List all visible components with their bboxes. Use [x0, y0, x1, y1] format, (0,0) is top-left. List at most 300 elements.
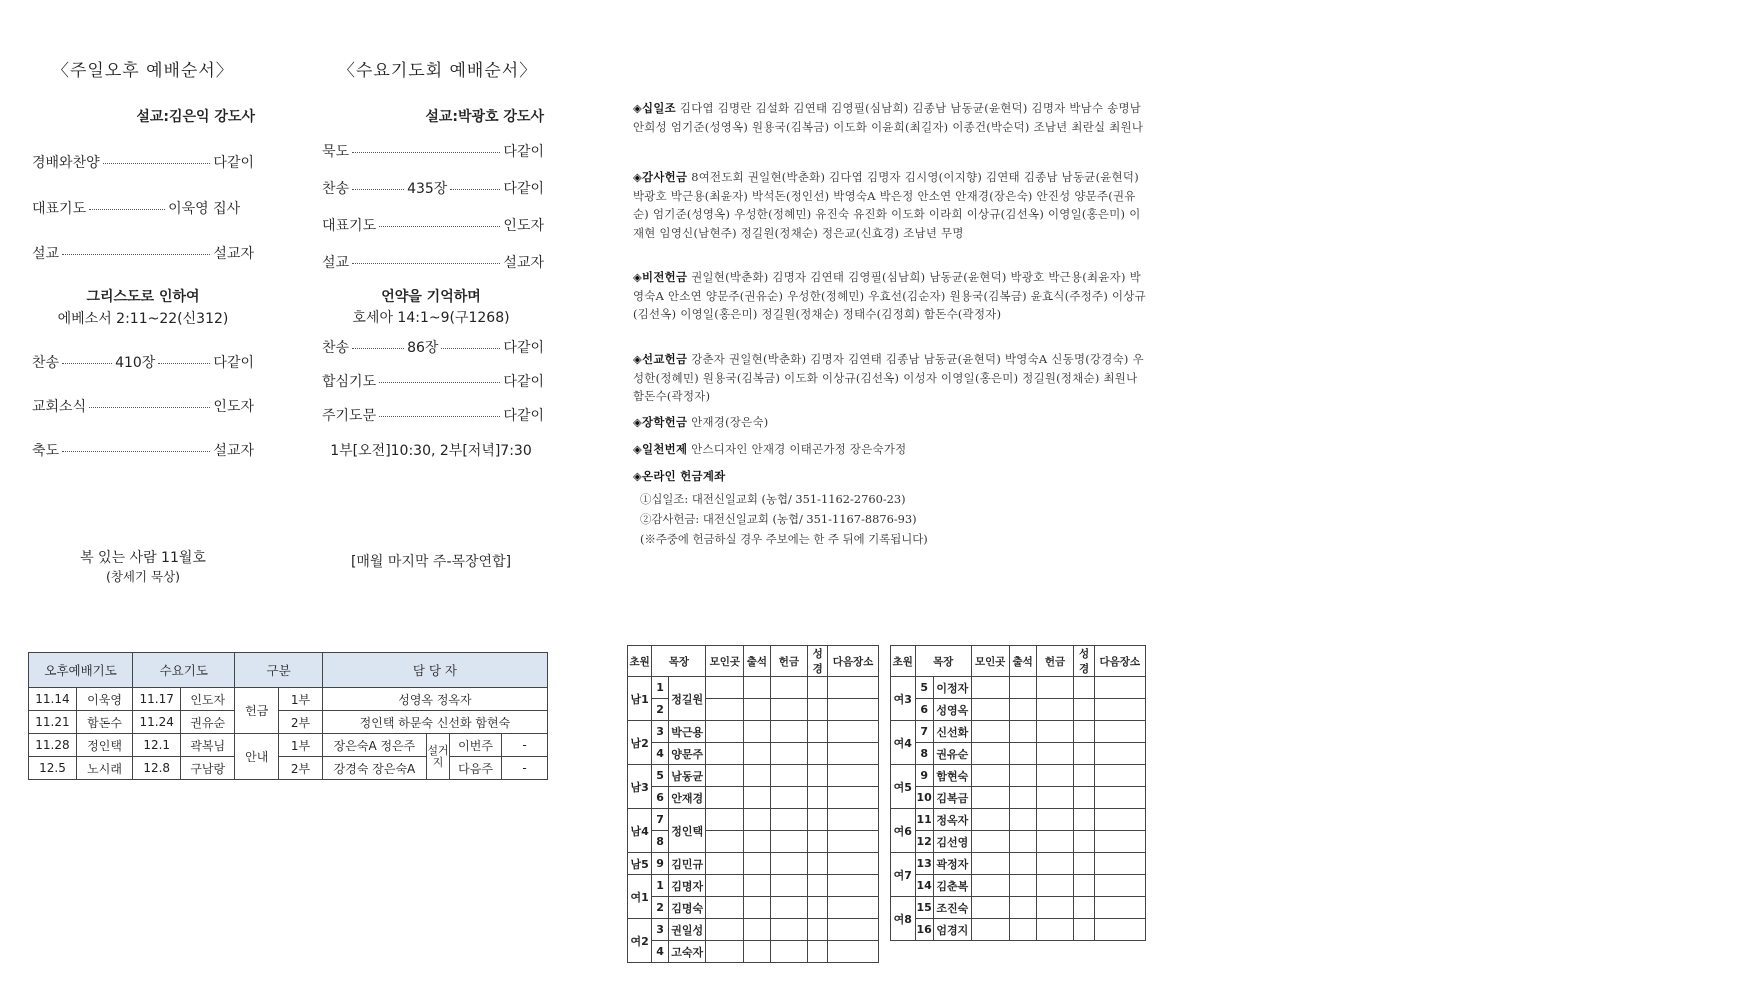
grid-header-cell: 출석	[1009, 646, 1036, 677]
sub-value: -	[502, 734, 548, 757]
empty-cell[interactable]	[770, 721, 808, 743]
empty-cell[interactable]	[828, 699, 879, 721]
group-cell: 여2	[628, 919, 652, 963]
empty-cell[interactable]	[808, 809, 828, 831]
cell-number: 12	[915, 831, 933, 853]
empty-cell[interactable]	[808, 831, 828, 853]
item-value: 다같이	[213, 355, 254, 371]
empty-cell[interactable]	[744, 831, 771, 853]
empty-cell[interactable]	[1094, 787, 1145, 809]
table-row	[628, 743, 879, 765]
sub-value: -	[502, 757, 548, 780]
empty-cell[interactable]	[706, 677, 744, 699]
header-wed-prayer: 수요기도	[133, 653, 235, 688]
empty-cell[interactable]	[706, 831, 744, 853]
cell-number: 3	[652, 721, 669, 743]
empty-cell[interactable]	[744, 721, 771, 743]
cell-number: 7	[652, 809, 669, 831]
wed-item-prayer	[322, 215, 544, 235]
offering-online	[633, 467, 1148, 486]
date: 11.14	[29, 688, 77, 711]
table-row	[29, 734, 548, 757]
table-row	[891, 787, 1146, 809]
empty-cell[interactable]	[808, 721, 828, 743]
empty-cell[interactable]	[808, 941, 828, 963]
cell-number: 16	[915, 919, 933, 941]
empty-cell[interactable]	[744, 743, 771, 765]
item-value: 다같이	[503, 144, 544, 160]
empty-cell[interactable]	[828, 765, 879, 787]
table-row	[891, 831, 1146, 853]
grid-header-cell: 목장	[915, 646, 971, 677]
item-value: 다같이	[503, 181, 544, 197]
offering-head: ◈십일조	[633, 101, 676, 115]
offering-head: ◈장학헌금	[633, 415, 688, 429]
empty-cell[interactable]	[744, 941, 771, 963]
group-cell: 남3	[628, 765, 652, 809]
empty-cell[interactable]	[971, 721, 1009, 743]
empty-cell[interactable]	[971, 699, 1009, 721]
empty-cell[interactable]	[1074, 743, 1094, 765]
item-label: 교회소식	[32, 399, 87, 415]
header-person: 담 당 자	[322, 653, 547, 688]
leader-name: 성영옥	[933, 699, 971, 721]
empty-cell[interactable]	[971, 765, 1009, 787]
empty-cell[interactable]	[706, 941, 744, 963]
empty-cell[interactable]	[808, 765, 828, 787]
table-row	[628, 897, 879, 919]
date: 11.17	[133, 688, 181, 711]
item-label: 찬송	[322, 340, 350, 356]
offering-head: ◈온라인 헌금계좌	[633, 469, 726, 483]
grid-header-cell: 출석	[744, 646, 771, 677]
empty-cell[interactable]	[1036, 809, 1074, 831]
account-note: (※주중에 헌금하실 경우 주보에는 한 주 뒤에 기록됩니다)	[640, 532, 928, 546]
table-row	[891, 699, 1146, 721]
cell-number: 8	[915, 743, 933, 765]
empty-cell[interactable]	[1074, 875, 1094, 897]
leader-name: 김명자	[668, 875, 706, 897]
wed-item-sermon	[322, 252, 544, 272]
offering-thanks	[633, 168, 1148, 242]
category-usher: 안내	[235, 734, 279, 780]
empty-cell[interactable]	[1036, 897, 1074, 919]
name: 권유순	[181, 711, 235, 734]
empty-cell[interactable]	[828, 919, 879, 941]
empty-cell[interactable]	[744, 919, 771, 941]
empty-cell[interactable]	[706, 721, 744, 743]
wed-footer: [매월 마지막 주-목장연합]	[350, 554, 512, 570]
offering-names: 안스디자인 안재경 이태곤가정 장은숙가정	[687, 442, 907, 456]
empty-cell[interactable]	[744, 787, 771, 809]
group-cell: 남2	[628, 721, 652, 765]
empty-cell[interactable]	[1009, 853, 1036, 875]
empty-cell[interactable]	[971, 677, 1009, 699]
header-afternoon-prayer: 오후예배기도	[29, 653, 133, 688]
item-value: 설교자	[503, 255, 544, 271]
cell-number: 10	[915, 787, 933, 809]
empty-cell[interactable]	[706, 897, 744, 919]
group-cell: 남1	[628, 677, 652, 721]
empty-cell[interactable]	[706, 765, 744, 787]
item-value: 설교자	[213, 443, 254, 459]
offering-names: 김다엽 김명란 김설화 김연태 김영필(심남희) 김종남 남동균(윤현덕) 김명자 박남수 송명남 안희성 엄기준(성영옥) 원용국(김복금) 이도화 이윤희(최길자) 이종건(박순덕) 조남년 최란실 최원나	[633, 101, 1144, 134]
leader-name: 엄경지	[933, 919, 971, 941]
empty-cell[interactable]	[770, 831, 808, 853]
grid-header-cell: 모인곳	[706, 646, 744, 677]
leader-name: 신선화	[933, 721, 971, 743]
table-row	[891, 809, 1146, 831]
grid-header-cell: 초원	[891, 646, 916, 677]
grid-header-cell: 성경	[1074, 646, 1094, 677]
empty-cell[interactable]	[1009, 897, 1036, 919]
group-cell: 여6	[891, 809, 916, 853]
empty-cell[interactable]	[1094, 809, 1145, 831]
cell-number: 13	[915, 853, 933, 875]
offering-head: ◈일천번제	[633, 442, 688, 456]
empty-cell[interactable]	[706, 919, 744, 941]
name: 구남랑	[181, 757, 235, 780]
leader-name: 양문주	[668, 743, 706, 765]
empty-cell[interactable]	[1009, 919, 1036, 941]
empty-cell[interactable]	[971, 743, 1009, 765]
empty-cell[interactable]	[971, 897, 1009, 919]
empty-cell[interactable]	[1094, 743, 1145, 765]
item-label: 묵도	[322, 144, 350, 160]
table-row	[891, 743, 1146, 765]
empty-cell[interactable]	[808, 677, 828, 699]
name: 이욱영	[76, 688, 132, 711]
empty-cell[interactable]	[1009, 721, 1036, 743]
empty-cell[interactable]	[828, 941, 879, 963]
empty-cell[interactable]	[770, 897, 808, 919]
cell-number: 4	[652, 941, 669, 963]
empty-cell[interactable]	[744, 897, 771, 919]
part: 2부	[279, 757, 323, 780]
leader-name: 정길원	[668, 677, 706, 721]
cell-number: 5	[652, 765, 669, 787]
wed-item-silent	[322, 141, 544, 161]
duty: 성영옥 정옥자	[322, 688, 547, 711]
table-row	[628, 787, 879, 809]
cell-number: 2	[652, 897, 669, 919]
cell-number: 1	[652, 875, 669, 897]
sunday-item-sermon	[32, 243, 254, 263]
offering-head: ◈선교헌금	[633, 352, 688, 366]
leader-name: 정인택	[668, 809, 706, 853]
wednesday-preacher: 설교:박광호 강도사	[425, 109, 544, 125]
empty-cell[interactable]	[770, 809, 808, 831]
empty-cell[interactable]	[1036, 787, 1074, 809]
sunday-footer-line2: (창세기 묵상)	[105, 569, 181, 584]
table-row	[29, 711, 548, 734]
date: 12.1	[133, 734, 181, 757]
grid-header-cell: 다음장소	[1094, 646, 1145, 677]
sunday-item-prayer	[32, 198, 254, 218]
leader-name: 함현숙	[933, 765, 971, 787]
leader-name: 박근용	[668, 721, 706, 743]
wed-scripture: 호세아 14:1~9(구1268)	[352, 310, 510, 326]
empty-cell[interactable]	[808, 853, 828, 875]
empty-cell[interactable]	[1094, 677, 1145, 699]
empty-cell[interactable]	[1074, 897, 1094, 919]
item-value: 다같이	[503, 340, 544, 356]
empty-cell[interactable]	[1074, 919, 1094, 941]
empty-cell[interactable]	[1094, 831, 1145, 853]
cell-number: 9	[652, 853, 669, 875]
offering-names: 안재경(장은숙)	[687, 415, 769, 429]
part: 1부	[279, 688, 323, 711]
empty-cell[interactable]	[1074, 699, 1094, 721]
group-cell: 여5	[891, 765, 916, 809]
grid-header-cell: 초원	[628, 646, 652, 677]
item-label: 주기도문	[322, 408, 377, 424]
cell-number: 9	[915, 765, 933, 787]
item-label: 대표기도	[32, 201, 87, 217]
empty-cell[interactable]	[706, 699, 744, 721]
empty-cell[interactable]	[1074, 787, 1094, 809]
empty-cell[interactable]	[1009, 787, 1036, 809]
empty-cell[interactable]	[744, 809, 771, 831]
empty-cell[interactable]	[770, 743, 808, 765]
cell-number: 4	[652, 743, 669, 765]
empty-cell[interactable]	[828, 787, 879, 809]
empty-cell[interactable]	[1009, 809, 1036, 831]
leader-name: 김명숙	[668, 897, 706, 919]
empty-cell[interactable]	[971, 875, 1009, 897]
empty-cell[interactable]	[1074, 677, 1094, 699]
empty-cell[interactable]	[770, 765, 808, 787]
empty-cell[interactable]	[1074, 809, 1094, 831]
date: 11.24	[133, 711, 181, 734]
date: 11.21	[29, 711, 77, 734]
name: 함돈수	[76, 711, 132, 734]
empty-cell[interactable]	[1009, 699, 1036, 721]
cell-group-table-right	[890, 645, 1146, 941]
empty-cell[interactable]	[1036, 677, 1074, 699]
empty-cell[interactable]	[808, 699, 828, 721]
empty-cell[interactable]	[828, 809, 879, 831]
empty-cell[interactable]	[828, 677, 879, 699]
wed-item-hymn2	[322, 337, 544, 357]
empty-cell[interactable]	[706, 853, 744, 875]
leader-name: 권유순	[933, 743, 971, 765]
empty-cell[interactable]	[1009, 765, 1036, 787]
duty-schedule-table	[28, 652, 548, 780]
offering-vision	[633, 268, 1148, 324]
empty-cell[interactable]	[1074, 853, 1094, 875]
empty-cell[interactable]	[706, 809, 744, 831]
empty-cell[interactable]	[1074, 831, 1094, 853]
empty-cell[interactable]	[971, 787, 1009, 809]
wed-item-lords-prayer	[322, 405, 544, 425]
group-cell: 여1	[628, 875, 652, 919]
header-category: 구분	[235, 653, 323, 688]
item-value: 이욱영 집사	[168, 201, 241, 217]
empty-cell[interactable]	[770, 919, 808, 941]
empty-cell[interactable]	[808, 897, 828, 919]
item-label: 경배와찬양	[32, 155, 100, 171]
leader-name: 남동균	[668, 765, 706, 787]
name: 노시래	[76, 757, 132, 780]
offering-tithe	[633, 99, 1148, 136]
table-row	[891, 853, 1146, 875]
offering-names: 권일현(박춘화) 김명자 김연태 김영필(심남희) 남동균(윤현덕) 박광호 박근용(최윤자) 박영숙A 안소연 양문주(권유순) 우성한(정혜민) 우효선(김순자) 원용국(김복금) 윤효식(주정주) 이상규(김선옥) 이영일(홍은미) 정길원(정채순) 정태수(김정희) 함돈수(곽정자)	[633, 270, 1146, 321]
account-thanks: ②감사헌금: 대전신일교회 (농협/ 351-1167-8876-93)	[640, 512, 917, 526]
wed-sermon-title: 언약을 기억하며	[381, 289, 481, 305]
empty-cell[interactable]	[770, 677, 808, 699]
table-row	[628, 765, 879, 787]
leader-name: 권일성	[668, 919, 706, 941]
leader-name: 김춘복	[933, 875, 971, 897]
empty-cell[interactable]	[828, 743, 879, 765]
item-mid: 435장	[407, 181, 448, 197]
empty-cell[interactable]	[1094, 699, 1145, 721]
table-row	[891, 677, 1146, 699]
empty-cell[interactable]	[1036, 699, 1074, 721]
offering-names: 강춘자 권일현(박춘화) 김명자 김연태 김종남 남동균(윤현덕) 박영숙A 신동명(강경숙) 우성한(정혜민) 원용국(김복금) 이도화 이상규(김선옥) 이성자 이영일(홍은미) 정길원(정채순) 최원나 함돈수(곽정자)	[633, 352, 1144, 403]
empty-cell[interactable]	[1094, 853, 1145, 875]
empty-cell[interactable]	[744, 853, 771, 875]
empty-cell[interactable]	[971, 831, 1009, 853]
grid-header-cell: 다음장소	[828, 646, 879, 677]
empty-cell[interactable]	[1036, 743, 1074, 765]
leader-name: 고숙자	[668, 941, 706, 963]
leader-name: 조진숙	[933, 897, 971, 919]
empty-cell[interactable]	[1074, 765, 1094, 787]
empty-cell[interactable]	[1094, 721, 1145, 743]
sunday-scripture: 에베소서 2:11~22(신312)	[57, 311, 229, 327]
empty-cell[interactable]	[1036, 765, 1074, 787]
cell-number: 11	[915, 809, 933, 831]
offering-names: 8여전도회 권일현(박춘화) 김다엽 김명자 김시영(이지향) 김연태 김종남 남동균(윤현덕) 박광호 박근용(최윤자) 박석돈(정인선) 박영숙A 박은정 안소연 안재경(장은숙) 안진성 양문주(권유순) 엄기준(성영옥) 우성한(정혜민) 유진숙 유진화 이도화 이라희 이상규(김선옥) 이영일(홍은미) 이재현 임영신(남현주) 정길원(정채순) 정은교(신효경) 조남년 무명	[633, 170, 1141, 240]
sunday-preacher: 설교:김은익 강도사	[136, 109, 255, 125]
item-mid: 410장	[115, 355, 156, 371]
leader-name: 곽정자	[933, 853, 971, 875]
empty-cell[interactable]	[808, 787, 828, 809]
empty-cell[interactable]	[706, 743, 744, 765]
part: 2부	[279, 711, 323, 734]
item-value: 설교자	[213, 246, 254, 262]
empty-cell[interactable]	[1036, 831, 1074, 853]
table-row	[891, 765, 1146, 787]
empty-cell[interactable]	[1094, 875, 1145, 897]
item-label: 축도	[32, 443, 60, 459]
empty-cell[interactable]	[1009, 875, 1036, 897]
wed-item-unison-prayer	[322, 371, 544, 391]
cell-group-table-left	[627, 645, 879, 963]
sunday-sermon-title: 그리스도로 인하여	[86, 289, 200, 305]
empty-cell[interactable]	[808, 919, 828, 941]
empty-cell[interactable]	[744, 765, 771, 787]
empty-cell[interactable]	[971, 919, 1009, 941]
table-row	[891, 721, 1146, 743]
item-label: 대표기도	[322, 218, 377, 234]
empty-cell[interactable]	[1094, 765, 1145, 787]
table-row	[628, 699, 879, 721]
empty-cell[interactable]	[1009, 831, 1036, 853]
grid-header-cell: 목장	[652, 646, 706, 677]
table-row	[628, 853, 879, 875]
account-tithe: ①십일조: 대전신일교회 (농협/ 351-1162-2760-23)	[640, 492, 906, 506]
item-label: 찬송	[32, 355, 60, 371]
item-label: 설교	[322, 255, 350, 271]
table-row	[29, 757, 548, 780]
table-row	[628, 941, 879, 963]
table-row	[891, 875, 1146, 897]
group-cell: 남4	[628, 809, 652, 853]
empty-cell[interactable]	[744, 699, 771, 721]
leader-name: 김선영	[933, 831, 971, 853]
sub-label: 다음주	[449, 757, 501, 780]
empty-cell[interactable]	[1094, 919, 1145, 941]
duty: 강경숙 장은숙A	[322, 757, 426, 780]
empty-cell[interactable]	[1036, 853, 1074, 875]
empty-cell[interactable]	[1074, 721, 1094, 743]
leader-name: 정옥자	[933, 809, 971, 831]
empty-cell[interactable]	[1036, 919, 1074, 941]
empty-cell[interactable]	[808, 743, 828, 765]
sunday-item-hymn	[32, 352, 254, 372]
wednesday-title: 〈수요기도회 예배순서〉	[338, 61, 538, 81]
empty-cell[interactable]	[770, 875, 808, 897]
duty: 장은숙A 정은주	[322, 734, 426, 757]
empty-cell[interactable]	[744, 875, 771, 897]
empty-cell[interactable]	[1036, 721, 1074, 743]
empty-cell[interactable]	[770, 699, 808, 721]
group-cell: 여3	[891, 677, 916, 721]
empty-cell[interactable]	[744, 677, 771, 699]
table-row	[628, 919, 879, 941]
empty-cell[interactable]	[828, 897, 879, 919]
name: 정인택	[76, 734, 132, 757]
empty-cell[interactable]	[828, 721, 879, 743]
empty-cell[interactable]	[770, 941, 808, 963]
offering-scholarship	[633, 413, 1148, 432]
empty-cell[interactable]	[828, 875, 879, 897]
category-dishes: 설거지	[427, 734, 450, 780]
sunday-footer-line1: 복 있는 사람 11월호	[80, 550, 206, 566]
empty-cell[interactable]	[1094, 897, 1145, 919]
empty-cell[interactable]	[770, 853, 808, 875]
empty-cell[interactable]	[828, 853, 879, 875]
offering-thousand	[633, 440, 1148, 459]
empty-cell[interactable]	[808, 875, 828, 897]
empty-cell[interactable]	[706, 787, 744, 809]
empty-cell[interactable]	[828, 831, 879, 853]
leader-name: 이정자	[933, 677, 971, 699]
empty-cell[interactable]	[971, 809, 1009, 831]
name: 곽복님	[181, 734, 235, 757]
offering-mission	[633, 350, 1148, 406]
empty-cell[interactable]	[1009, 743, 1036, 765]
table-row	[891, 897, 1146, 919]
empty-cell[interactable]	[971, 853, 1009, 875]
leader-name: 안재경	[668, 787, 706, 809]
group-cell: 남5	[628, 853, 652, 875]
category-offering: 헌금	[235, 688, 279, 734]
empty-cell[interactable]	[1036, 875, 1074, 897]
item-value: 인도자	[503, 218, 544, 234]
item-value: 다같이	[503, 408, 544, 424]
wed-item-hymn	[322, 178, 544, 198]
date: 12.5	[29, 757, 77, 780]
empty-cell[interactable]	[1009, 677, 1036, 699]
empty-cell[interactable]	[706, 875, 744, 897]
grid-header-row	[628, 646, 879, 677]
schedule-header-row	[29, 653, 548, 688]
empty-cell[interactable]	[770, 787, 808, 809]
